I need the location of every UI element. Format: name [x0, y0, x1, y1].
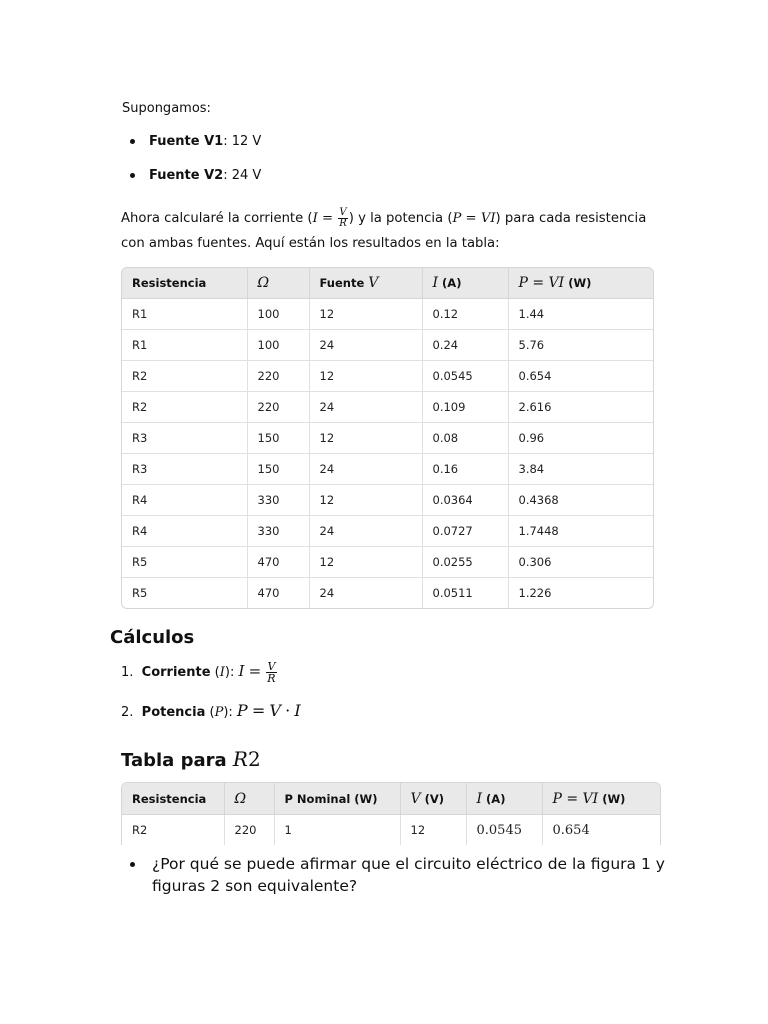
- col-header-power: P = VI (W): [508, 268, 653, 299]
- calc-item-current: 1. Corriente (I): I = $\frac{V}{R}$: [121, 660, 276, 685]
- cell-ohm: 330: [247, 516, 309, 547]
- cell-fuente: 24: [309, 392, 422, 423]
- table-row: [122, 516, 653, 547]
- question-item: [130, 853, 670, 897]
- cell-power: 1.226: [518, 586, 552, 600]
- cell-fuente: 12: [309, 547, 422, 578]
- cell-power: 0.654: [552, 822, 590, 838]
- cell-fuente: 24: [309, 516, 422, 547]
- cell-fuente: 12: [309, 361, 422, 392]
- table-row: [122, 578, 653, 609]
- cell-ohm: 220: [247, 361, 309, 392]
- table-row: [122, 547, 653, 578]
- cell-power: 2.616: [508, 392, 653, 423]
- table-row: [122, 299, 653, 330]
- cell-power: 0.306: [508, 547, 653, 578]
- cell-p-nominal: 1: [274, 815, 400, 846]
- table-row: [122, 485, 653, 516]
- source-label: Fuente V2: [149, 168, 224, 183]
- cell-resistencia: R2: [122, 361, 247, 392]
- cell-resistencia: R1: [122, 330, 247, 361]
- cell-power: 3.84: [508, 454, 653, 485]
- calc-item-power: 2. Potencia (P): P = V · I: [121, 701, 301, 720]
- col-header-fuente: Fuente V: [309, 268, 422, 299]
- table-header-row: [122, 268, 653, 299]
- cell-current: 0.16: [422, 454, 508, 485]
- cell-resistencia: R4: [122, 485, 247, 516]
- intro-paragraph: Ahora calcularé la corriente (I = $\frac{V}{R}$ ) y la potencia (P = VI) para cada resistencia con ambas fuentes. Aquí están los resultados en la tabla:: [121, 206, 647, 251]
- cell-power: 1.44: [508, 299, 653, 330]
- cell-ohm: 470: [247, 578, 309, 609]
- cell-ohm: 330: [247, 485, 309, 516]
- intro-text: Supongamos:: [122, 101, 211, 116]
- cell-resistencia: R2: [122, 815, 224, 846]
- cell-ohm: 470: [247, 547, 309, 578]
- source-item-v1: [130, 134, 261, 149]
- cell-current: 0.0255: [422, 547, 508, 578]
- cell-power: 0.4368: [508, 485, 653, 516]
- source-value: : 24 V: [223, 168, 262, 183]
- cell-resistencia: R5: [122, 578, 247, 609]
- formula-current: I: [312, 211, 318, 226]
- fraction-v-over-r: $\frac{V}{R}$: [339, 206, 347, 229]
- col-header-current: I (A): [422, 268, 508, 299]
- cell-fuente: 12: [309, 485, 422, 516]
- table-row: [122, 361, 653, 392]
- cell-ohm: 220: [224, 815, 274, 846]
- cell-power: 1.7448: [508, 516, 653, 547]
- para-part3: ) para cada resistencia con ambas fuentes. Aquí están los resultados en la tabla:: [121, 211, 647, 251]
- col-header-resistencia: Resistencia: [122, 783, 224, 815]
- cell-fuente: 24: [309, 330, 422, 361]
- cell-ohm: 150: [247, 423, 309, 454]
- cell-fuente: 24: [309, 454, 422, 485]
- col-header-p-nominal: P Nominal (W): [274, 783, 400, 815]
- formula-power: P: [452, 211, 462, 226]
- cell-fuente: 12: [309, 299, 422, 330]
- cell-current: 0.24: [422, 330, 508, 361]
- table-row: [122, 330, 653, 361]
- cell-resistencia: R4: [122, 516, 247, 547]
- cell-current: 0.0511: [422, 578, 508, 609]
- col-header-ohm: Ω: [247, 268, 309, 299]
- section-title-calculos: Cálculos: [110, 627, 195, 648]
- cell-current: 0.109: [422, 392, 508, 423]
- cell-ohm: 100: [247, 299, 309, 330]
- cell-fuente: 24: [309, 578, 422, 609]
- question-text: ¿Por qué se puede afirmar que el circuito eléctrico de la figura 1 y figuras 2 son equivalente?: [152, 855, 665, 895]
- cell-ohm: 150: [247, 454, 309, 485]
- cell-power: 5.76: [508, 330, 653, 361]
- table-row: [122, 423, 653, 454]
- col-header-voltage: V (V): [400, 783, 466, 815]
- cell-resistencia: R1: [122, 299, 247, 330]
- results-table: [121, 267, 654, 609]
- cell-ohm: 220: [247, 392, 309, 423]
- table-row: [122, 815, 660, 846]
- source-label: Fuente V1: [149, 134, 224, 149]
- calc-label-power: Potencia: [141, 705, 206, 720]
- bullet-icon: [130, 862, 135, 867]
- table-row: [122, 454, 653, 485]
- bullet-icon: [130, 139, 135, 144]
- cell-current: 0.12: [422, 299, 508, 330]
- cell-resistencia: R3: [122, 423, 247, 454]
- col-header-resistencia: Resistencia: [122, 268, 247, 299]
- cell-ohm: 100: [247, 330, 309, 361]
- source-item-v2: [130, 168, 261, 183]
- r2-table: [121, 782, 661, 845]
- cell-current: 0.0727: [422, 516, 508, 547]
- col-header-ohm: Ω: [224, 783, 274, 815]
- table-header-row: [122, 783, 660, 815]
- cell-power: 0.654: [508, 361, 653, 392]
- cell-voltage: 12: [400, 815, 466, 846]
- source-value: : 12 V: [223, 134, 262, 149]
- cell-current: 0.0545: [422, 361, 508, 392]
- col-header-current: I (A): [466, 783, 542, 815]
- section-title-tabla-r2: Tabla para R2: [121, 747, 261, 771]
- para-part1: Ahora calcularé la corriente (: [121, 211, 313, 226]
- cell-current: 0.0545: [466, 815, 542, 846]
- cell-fuente: 12: [309, 423, 422, 454]
- cell-current: 0.0364: [422, 485, 508, 516]
- cell-resistencia: R3: [122, 454, 247, 485]
- cell-power: 0.96: [508, 423, 653, 454]
- col-header-power: P = VI (W): [542, 783, 660, 815]
- bullet-icon: [130, 173, 135, 178]
- table-row: [122, 392, 653, 423]
- para-part2: ) y la potencia (: [348, 211, 453, 226]
- cell-resistencia: R2: [122, 392, 247, 423]
- cell-resistencia: R5: [122, 547, 247, 578]
- cell-current: 0.08: [422, 423, 508, 454]
- calc-label-current: Corriente: [141, 665, 211, 680]
